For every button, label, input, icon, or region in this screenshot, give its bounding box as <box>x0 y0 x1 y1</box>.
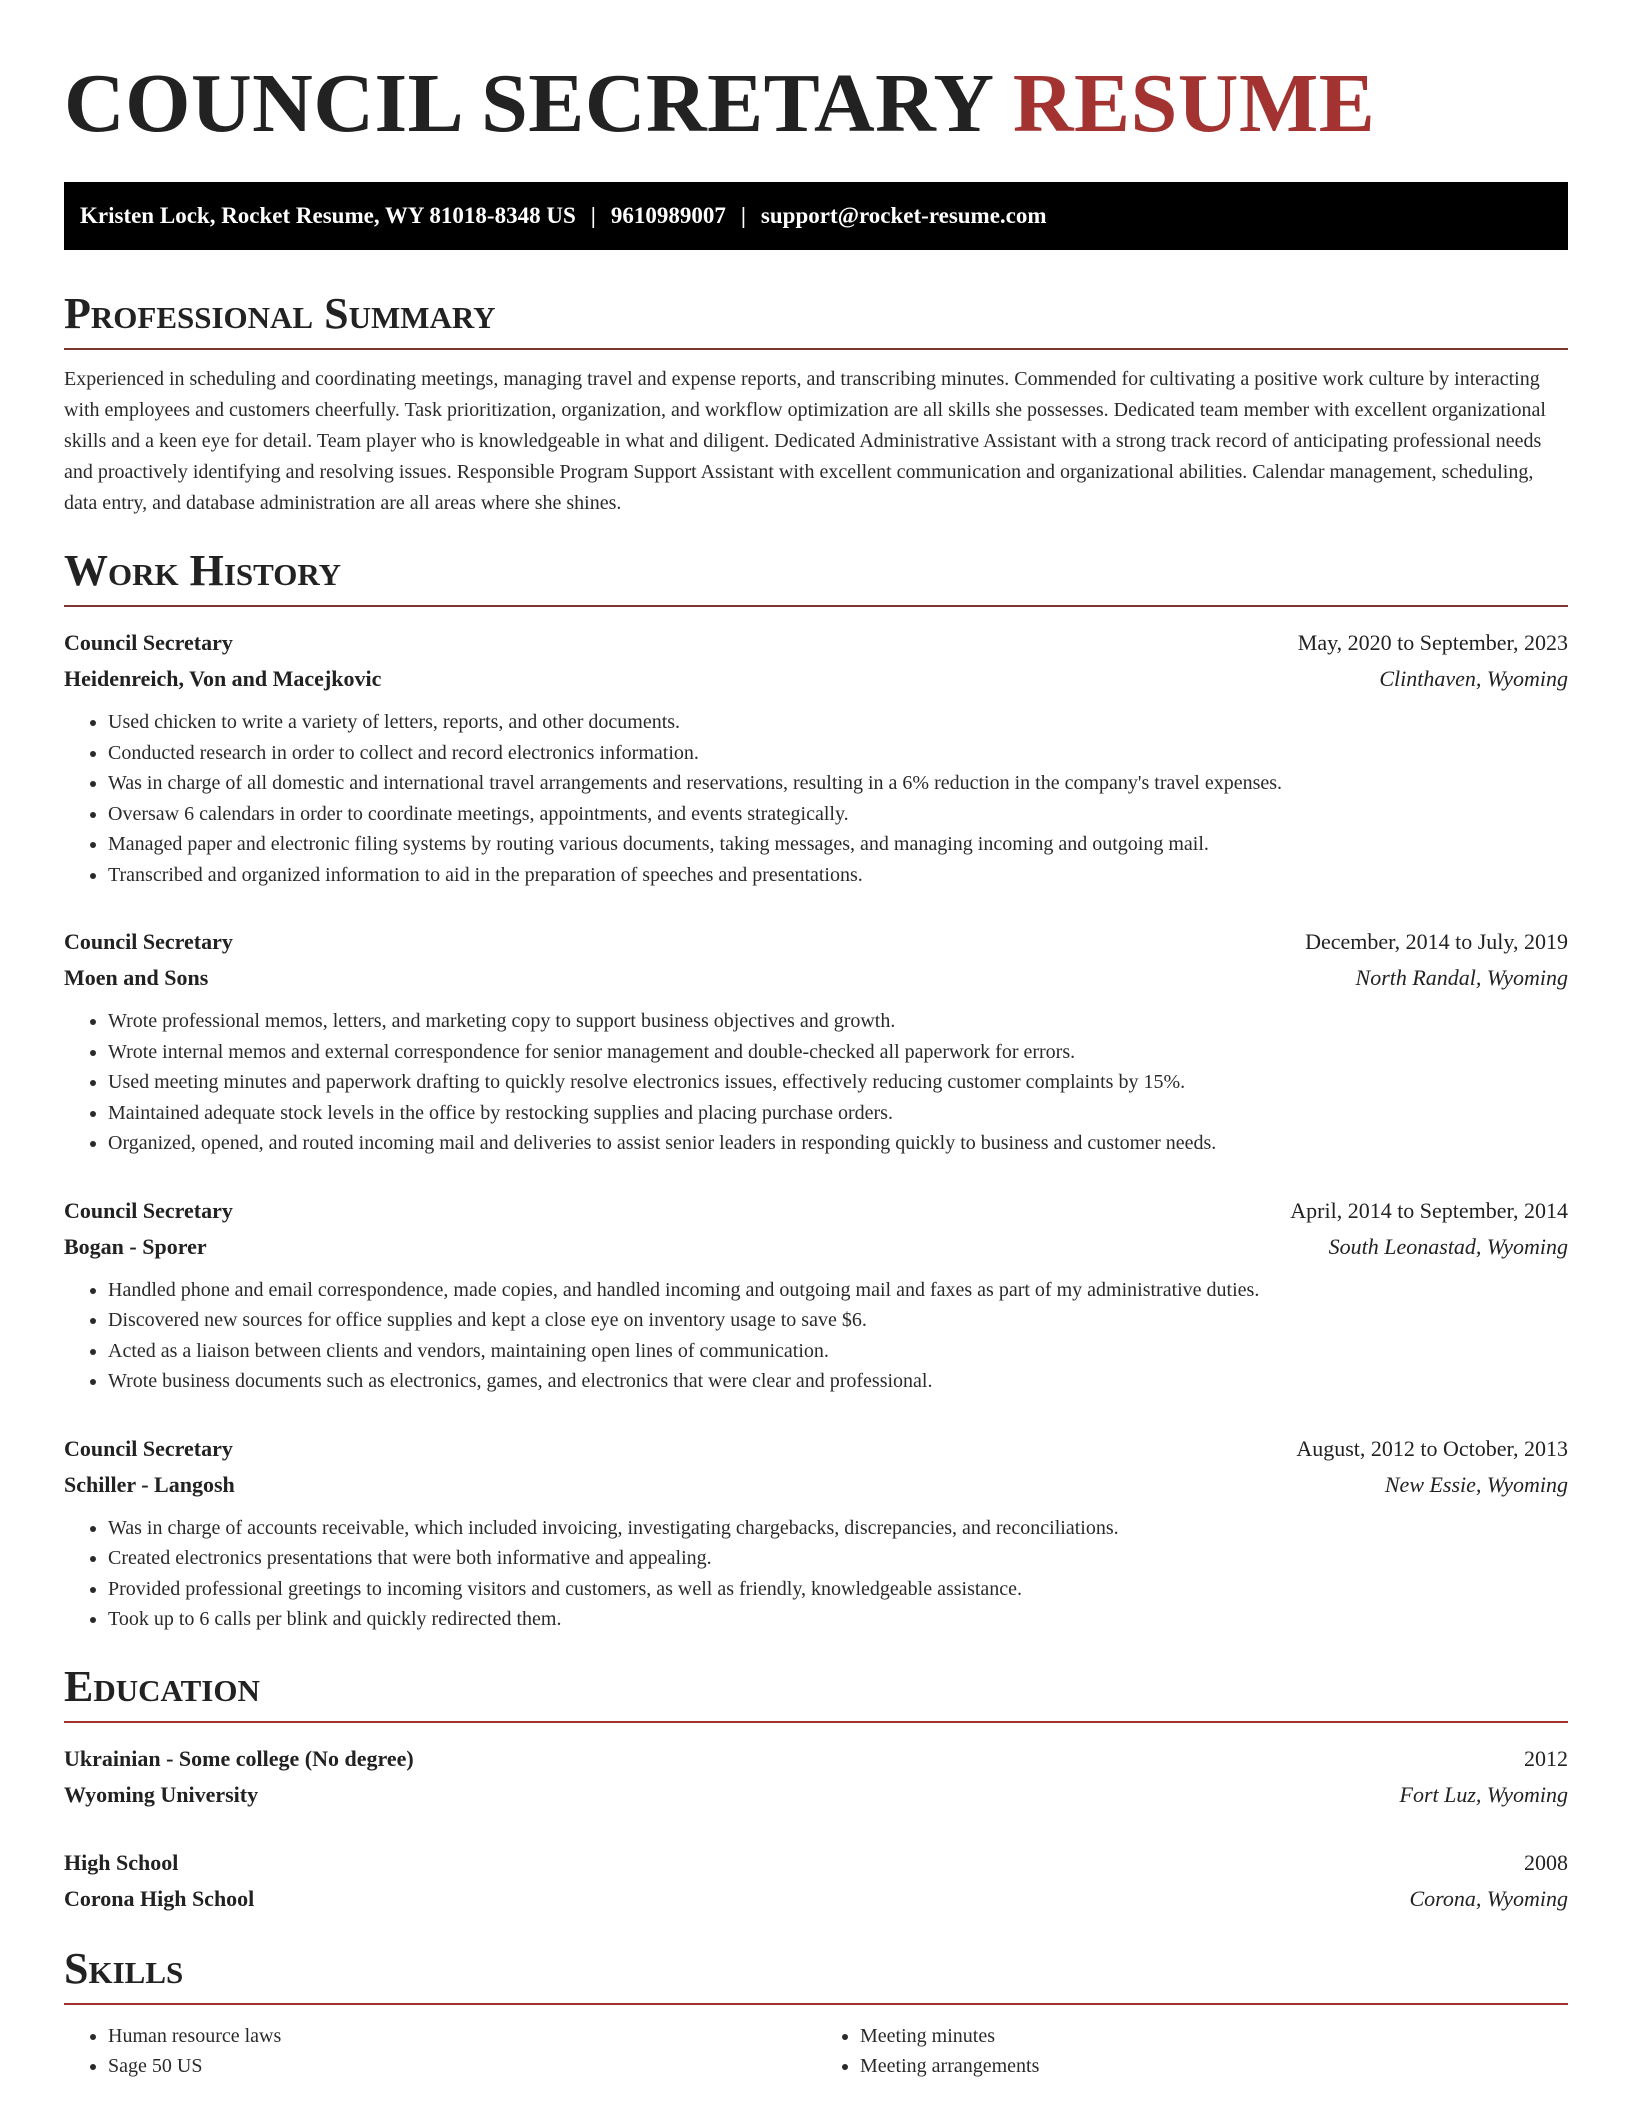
job-entry <box>64 625 1568 890</box>
skills-heading: Skills <box>64 1947 1568 2005</box>
job-bullet: • Wrote business documents such as electronics, games, and electronics that were clear and professional. <box>108 1366 1568 1397</box>
summary-section <box>64 289 1568 519</box>
job-bullet: • Took up to 6 calls per blink and quickly redirected them. <box>108 1604 1568 1635</box>
contact-email[interactable]: support@rocket-resume.com <box>760 203 1047 228</box>
contact-address: Kristen Lock, Rocket Resume, WY 81018-8348 US <box>80 203 576 228</box>
education-heading: Education <box>64 1665 1568 1723</box>
job-bullet: • Created electronics presentations that were both informative and appealing. <box>108 1543 1568 1574</box>
education-degree: Ukrainian - Some college (No degree) <box>64 1745 414 1771</box>
contact-separator: | <box>590 203 596 228</box>
contact-bar <box>64 182 1568 250</box>
resume-title <box>64 50 1568 150</box>
skill-item: • Human resource laws <box>108 2021 816 2052</box>
summary-text: Experienced in scheduling and coordinating meetings, managing travel and expense reports, and transcribing minutes. Commended for cultivating a positive work culture by interacting with employees and customers cheerfully. Task prioritization, organization, and workflow optimization are all skills she possesses. Dedicated team member with excellent organizational skills and a keen eye for detail. Team player who is knowledgeable in what and diligent. Dedicated Administrative Assistant with a strong track record of anticipating professional needs and proactively identifying and resolving issues. Responsible Program Support Assistant with excellent communication and organizational abilities. Calendar management, scheduling, data entry, and database administration are all areas where she shines. <box>64 368 1546 514</box>
job-title: Council Secretary <box>64 929 233 954</box>
education-section <box>64 1661 1568 1917</box>
job-bullet: • Provided professional greetings to incoming visitors and customers, as well as friendly, knowledgeable assistance. <box>108 1574 1568 1605</box>
work-history-section <box>64 546 1568 1635</box>
job-dates: August, 2012 to October, 2013 <box>1296 1435 1568 1461</box>
education-entry <box>64 1741 1568 1813</box>
job-entry <box>64 924 1568 1159</box>
job-location: South Leonastad, Wyoming <box>1328 1233 1568 1259</box>
job-bullet: • Was in charge of all domestic and international travel arrangements and reservations, resulting in a 6% reduction in the company's travel expenses. <box>108 768 1568 799</box>
work-history-heading: Work History <box>64 549 1568 607</box>
skill-item: • Meeting minutes <box>860 2021 1568 2052</box>
skill-item: • Sage 50 US <box>108 2051 816 2082</box>
job-title: Council Secretary <box>64 1435 233 1461</box>
job-bullets <box>64 707 1568 890</box>
job-bullet: • Wrote internal memos and external correspondence for senior management and double-checked all paperwork for errors. <box>108 1037 1568 1068</box>
education-school: Wyoming University <box>64 1781 259 1807</box>
skills-section <box>64 1943 1568 2082</box>
job-company: Moen and Sons <box>64 965 209 990</box>
skills-right-list <box>816 2021 1568 2082</box>
job-entry <box>64 1193 1568 1397</box>
job-bullet: • Was in charge of accounts receivable, which included invoicing, investigating chargebacks, discrepancies, and reconciliations. <box>108 1513 1568 1544</box>
job-title: Council Secretary <box>64 630 233 655</box>
contact-separator: | <box>740 203 746 228</box>
job-bullet: • Managed paper and electronic filing systems by routing various documents, taking messages, and managing incoming and outgoing mail. <box>108 829 1568 860</box>
job-entry <box>64 1431 1568 1635</box>
job-bullet: • Wrote professional memos, letters, and marketing copy to support business objectives and growth. <box>108 1006 1568 1037</box>
contact-phone: 9610989007 <box>610 203 726 228</box>
education-entry <box>64 1845 1568 1917</box>
education-year: 2008 <box>1524 1849 1568 1875</box>
job-bullet: • Acted as a liaison between clients and vendors, maintaining open lines of communication. <box>108 1336 1568 1367</box>
job-bullet: • Maintained adequate stock levels in the office by restocking supplies and placing purchase orders. <box>108 1098 1568 1129</box>
job-bullets <box>64 1513 1568 1635</box>
job-bullets <box>64 1275 1568 1397</box>
job-dates: May, 2020 to September, 2023 <box>1297 630 1568 655</box>
job-location: New Essie, Wyoming <box>1384 1471 1568 1497</box>
job-company: Schiller - Langosh <box>64 1471 235 1497</box>
job-location: North Randal, Wyoming <box>1355 965 1568 990</box>
job-bullet: • Discovered new sources for office supplies and kept a close eye on inventory usage to save $6. <box>108 1305 1568 1336</box>
job-bullet: • Used meeting minutes and paperwork drafting to quickly resolve electronics issues, effectively reducing customer complaints by 15%. <box>108 1067 1568 1098</box>
education-location: Fort Luz, Wyoming <box>1399 1781 1568 1807</box>
skills-left-list <box>64 2021 816 2082</box>
skills-columns <box>64 2021 1568 2082</box>
job-bullet: • Oversaw 6 calendars in order to coordinate meetings, appointments, and events strategically. <box>108 799 1568 830</box>
title-accent: RESUME <box>1012 57 1376 150</box>
job-bullet: • Used chicken to write a variety of letters, reports, and other documents. <box>108 707 1568 738</box>
skill-item: • Meeting arrangements <box>860 2051 1568 2082</box>
job-bullet: • Organized, opened, and routed incoming mail and deliveries to assist senior leaders in responding quickly to business and customer needs. <box>108 1128 1568 1159</box>
job-dates: December, 2014 to July, 2019 <box>1305 929 1568 954</box>
job-dates: April, 2014 to September, 2014 <box>1290 1197 1568 1223</box>
job-bullet: • Handled phone and email correspondence, made copies, and handled incoming and outgoing mail and faxes as part of my administrative duties. <box>108 1275 1568 1306</box>
job-bullets <box>64 1006 1568 1159</box>
job-company: Heidenreich, Von and Macejkovic <box>64 666 382 691</box>
job-company: Bogan - Sporer <box>64 1233 207 1259</box>
education-school: Corona High School <box>64 1885 255 1911</box>
job-bullet: • Conducted research in order to collect and record electronics information. <box>108 738 1568 769</box>
education-year: 2012 <box>1524 1745 1568 1771</box>
job-title: Council Secretary <box>64 1197 233 1223</box>
summary-heading: Professional Summary <box>64 292 1568 350</box>
job-location: Clinthaven, Wyoming <box>1379 666 1568 691</box>
education-degree: High School <box>64 1849 179 1875</box>
education-location: Corona, Wyoming <box>1409 1885 1568 1911</box>
job-bullet: • Transcribed and organized information to aid in the preparation of speeches and presentations. <box>108 860 1568 891</box>
title-main: COUNCIL SECRETARY <box>64 57 992 150</box>
